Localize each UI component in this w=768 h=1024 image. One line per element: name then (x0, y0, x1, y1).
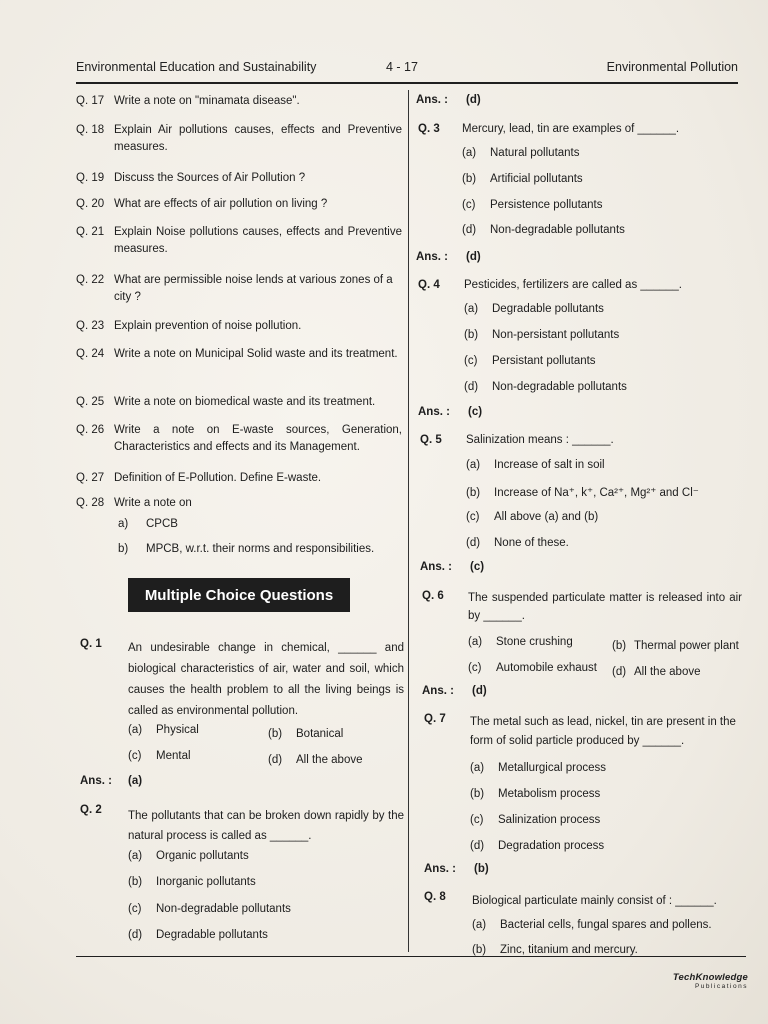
question-number: Q. 23 (76, 320, 105, 332)
mcq-8-option-b (472, 944, 638, 956)
option-label: (a) (472, 919, 487, 931)
publisher-name: TechKnowledge (672, 972, 748, 983)
mcq-6-answer: (d) (472, 685, 487, 697)
option-text: All the above (296, 754, 363, 766)
option-text: Bacterial cells, fungal spares and pollens. (500, 919, 712, 931)
mcq-4-option-d (464, 381, 627, 393)
option-text: Non-degradable pollutants (490, 224, 625, 236)
mcq-3-option-a (462, 147, 580, 159)
question-text: Write a note on (114, 497, 192, 509)
mcq-2-option-d (128, 929, 268, 941)
option-label: (b) (464, 329, 479, 341)
option-text: Metabolism process (498, 788, 601, 800)
question-text: Write a note on "minamata disease". (114, 95, 300, 107)
question-number: Q. 18 (76, 124, 105, 136)
mcq-3-answer: (d) (466, 251, 481, 263)
option-text: Artificial pollutants (490, 173, 583, 185)
mcq-4-option-a (464, 303, 604, 315)
question-number: Q. 24 (76, 348, 105, 360)
mcq-1-answer-label: Ans. : (80, 775, 112, 787)
mcq-1-option-b (268, 728, 343, 740)
option-label: (d) (466, 537, 481, 549)
mcq-section-heading: Multiple Choice Questions (128, 578, 350, 612)
mcq-6-option-b (612, 640, 739, 652)
header-rule (76, 82, 738, 84)
mcq-3-option-b (462, 173, 583, 185)
option-label: (d) (268, 754, 283, 766)
option-label: (b) (462, 173, 477, 185)
mcq-3-text: Mercury, lead, tin are examples of ______. (462, 123, 680, 135)
mcq-4-answer: (c) (468, 406, 483, 418)
question-text: Write a note on E-waste sources, Generation, Characteristics and effects and its Management. (114, 424, 402, 453)
mcq-5-answer-label: Ans. : (420, 561, 452, 573)
mcq-5-answer: (c) (470, 561, 485, 573)
option-label: (b) (472, 944, 487, 956)
option-text: Degradable pollutants (156, 929, 268, 941)
question-text: What are permissible noise lends at various zones of a city ? (114, 274, 393, 303)
publisher-sub: Publications (694, 983, 748, 990)
mcq-2-number: Q. 2 (80, 804, 102, 816)
option-label: (a) (464, 303, 479, 315)
option-text: Non-persistant pollutants (492, 329, 620, 341)
mcq-1-option-d (268, 754, 363, 766)
mcq-7-option-a (470, 762, 606, 774)
option-text: Salinization process (498, 814, 601, 826)
sub-label: b) (118, 543, 129, 555)
question-text: Explain prevention of noise pollution. (114, 320, 302, 332)
option-label: (c) (466, 511, 480, 523)
option-text: Persistence pollutants (490, 199, 603, 211)
mcq-6-answer-label: Ans. : (422, 685, 454, 697)
option-label: (d) (464, 381, 479, 393)
option-label: (a) (470, 762, 485, 774)
option-text: None of these. (494, 537, 569, 549)
mcq-7-number: Q. 7 (424, 713, 446, 725)
mcq-1-text: An undesirable change in chemical, ______ and biological characteristics of air, water and soil, which causes the health problem to all the living beings is called as environmental pollution. (128, 642, 404, 717)
option-text: Organic pollutants (156, 850, 249, 862)
mcq-1-number: Q. 1 (80, 638, 102, 650)
mcq-5-option-d (466, 537, 569, 549)
option-label: (c) (464, 355, 478, 367)
mcq-5-option-a (466, 459, 605, 471)
sub-text: CPCB (146, 518, 178, 530)
mcq-5-number: Q. 5 (420, 434, 442, 446)
question-text: What are effects of air pollution on living ? (114, 198, 328, 210)
mcq-2-option-a (128, 850, 249, 862)
option-text: Automobile exhaust (496, 662, 598, 674)
mcq-8-text: Biological particulate mainly consist of : ______. (472, 895, 717, 907)
option-label: (a) (462, 147, 477, 159)
header-chapter-title: Environmental Pollution (606, 60, 738, 74)
mcq-6-option-a (468, 636, 573, 648)
option-text: Non-degradable pollutants (492, 381, 627, 393)
option-label: (d) (612, 666, 627, 678)
sub-text: MPCB, w.r.t. their norms and responsibilities. (146, 543, 375, 555)
header-book-title: Environmental Education and Sustainability (76, 60, 317, 74)
column-divider (408, 90, 409, 952)
q28-sub-b (118, 543, 374, 555)
option-label: (b) (612, 640, 627, 652)
mcq-8-number: Q. 8 (424, 891, 446, 903)
mcq-7-text: The metal such as lead, nickel, tin are present in the form of solid particle produced by ______. (470, 716, 736, 747)
mcq-2-text: The pollutants that can be broken down rapidly by the natural process is called as ______. (128, 810, 404, 842)
question-text: Definition of E-Pollution. Define E-waste. (114, 472, 322, 484)
mcq-7-option-c (470, 814, 600, 826)
option-label: (d) (462, 224, 477, 236)
question-number: Q. 28 (76, 497, 105, 509)
option-text: Mental (156, 750, 191, 762)
option-text: Physical (156, 724, 199, 736)
option-text: Zinc, titanium and mercury. (500, 944, 638, 956)
option-text: All above (a) and (b) (494, 511, 599, 523)
mcq-1-option-a (128, 724, 199, 736)
option-label: (b) (268, 728, 283, 740)
option-label: (c) (470, 814, 484, 826)
mcq-3-option-c (462, 199, 603, 211)
option-text: Degradable pollutants (492, 303, 604, 315)
mcq-5-text: Salinization means : ______. (466, 434, 614, 446)
mcq-3-answer-label: Ans. : (416, 251, 448, 263)
mcq-1-option-c (128, 750, 191, 762)
question-text: Explain Air pollutions causes, effects and Preventive measures. (114, 124, 402, 153)
option-label: (d) (470, 840, 485, 852)
mcq-8-option-a (472, 919, 712, 931)
mcq-4-number: Q. 4 (418, 279, 440, 291)
sub-label: a) (118, 518, 129, 530)
question-number: Q. 22 (76, 274, 105, 286)
question-number: Q. 20 (76, 198, 105, 210)
option-label: (a) (466, 459, 481, 471)
option-label: (c) (128, 903, 142, 915)
option-label: (a) (128, 724, 143, 736)
question-text: Discuss the Sources of Air Pollution ? (114, 172, 306, 184)
mcq-4-answer-label: Ans. : (418, 406, 450, 418)
publisher-logo (673, 972, 748, 990)
option-text: Thermal power plant (634, 640, 739, 652)
mcq-7-option-b (470, 788, 600, 800)
question-number: Q. 21 (76, 226, 105, 238)
question-number: Q. 27 (76, 472, 105, 484)
question-text: Explain Noise pollutions causes, effects and Preventive measures. (114, 226, 402, 255)
option-label: (b) (466, 487, 481, 499)
mcq-6-number: Q. 6 (422, 590, 444, 602)
option-text: Natural pollutants (490, 147, 580, 159)
question-number: Q. 25 (76, 396, 105, 408)
option-text: Persistant pollutants (492, 355, 596, 367)
option-text: Metallurgical process (498, 762, 607, 774)
question-text: Write a note on Municipal Solid waste and its treatment. (114, 348, 398, 360)
mcq-6-text: The suspended particulate matter is released into air by ______. (468, 592, 742, 622)
option-text: All the above (634, 666, 701, 678)
option-label: (a) (128, 850, 143, 862)
mcq-2-answer-label: Ans. : (416, 94, 448, 106)
mcq-2-option-c (128, 903, 291, 915)
mcq-2-option-b (128, 876, 256, 888)
option-label: (c) (462, 199, 476, 211)
q28-sub-a (118, 518, 178, 530)
option-label: (c) (128, 750, 142, 762)
option-label: (b) (128, 876, 143, 888)
mcq-3-option-d (462, 224, 625, 236)
option-label: (c) (468, 662, 482, 674)
question-text: Write a note on biomedical waste and its treatment. (114, 396, 376, 408)
mcq-6-option-d (612, 666, 701, 678)
option-text: Increase of Na⁺, k⁺, Ca²⁺, Mg²⁺ and Cl⁻ (494, 487, 699, 499)
option-label: (d) (128, 929, 143, 941)
question-number: Q. 19 (76, 172, 105, 184)
option-text: Increase of salt in soil (494, 459, 605, 471)
header-page-number: 4 - 17 (386, 60, 418, 74)
mcq-7-answer: (b) (474, 863, 489, 875)
mcq-6-option-c (468, 662, 597, 674)
option-text: Degradation process (498, 840, 605, 852)
question-number: Q. 26 (76, 424, 105, 436)
option-text: Inorganic pollutants (156, 876, 256, 888)
mcq-1-answer: (a) (128, 775, 143, 787)
mcq-5-option-b (466, 485, 699, 499)
option-text: Stone crushing (496, 636, 573, 648)
mcq-3-number: Q. 3 (418, 123, 440, 135)
mcq-2-answer: (d) (466, 94, 481, 106)
mcq-5-option-c (466, 511, 598, 523)
mcq-4-text: Pesticides, fertilizers are called as ______. (464, 279, 682, 291)
option-text: Botanical (296, 728, 344, 740)
mcq-4-option-b (464, 329, 619, 341)
mcq-7-answer-label: Ans. : (424, 863, 456, 875)
question-number: Q. 17 (76, 95, 105, 107)
mcq-7-option-d (470, 840, 604, 852)
option-label: (b) (470, 788, 485, 800)
footer-rule (76, 956, 746, 957)
mcq-4-option-c (464, 355, 596, 367)
option-label: (a) (468, 636, 483, 648)
option-text: Non-degradable pollutants (156, 903, 291, 915)
